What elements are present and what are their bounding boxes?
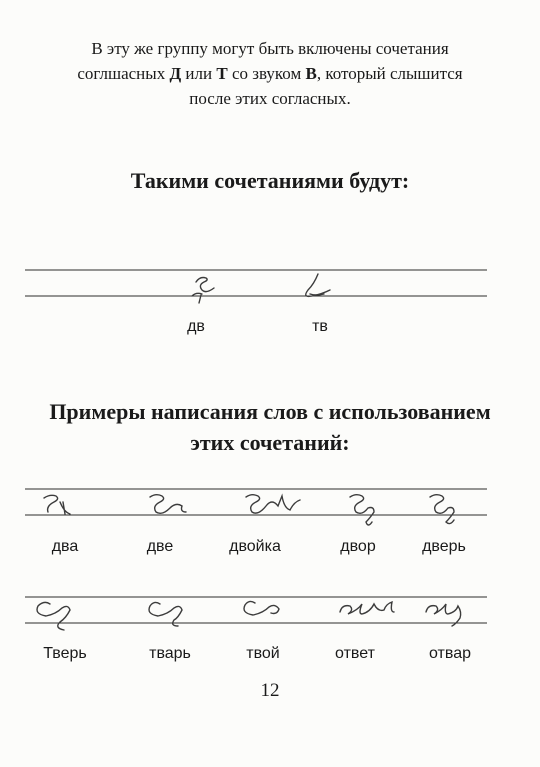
word-dvoika: двойка <box>229 538 281 555</box>
word-tvar: тварь <box>149 645 191 662</box>
letter-t: Т <box>216 64 228 83</box>
cursive-dver <box>430 495 454 524</box>
intro-text: соглшасных <box>77 64 170 83</box>
word-dva: два <box>51 538 79 555</box>
cursive-tvoi <box>244 601 279 615</box>
cursive-dv <box>192 278 214 304</box>
intro-line-1: В эту же группу могут быть включены сочетания <box>91 39 449 58</box>
cursive-tvar <box>149 602 182 626</box>
cursive-dvor <box>350 495 374 525</box>
word-tver: Тверь <box>43 645 87 662</box>
intro-line-3: после этих согласных. <box>189 89 351 108</box>
word-dver: дверь <box>422 538 466 555</box>
heading-examples-line-2: этих сочетаний: <box>190 430 350 455</box>
word-tvoi: твой <box>246 645 280 662</box>
word-dvor: двор <box>340 538 376 555</box>
word-otvet: ответ <box>335 645 375 662</box>
intro-text: или <box>181 64 217 83</box>
cursive-tv <box>306 274 330 296</box>
cursive-dvoika <box>246 495 300 513</box>
word-dve: две <box>146 538 174 555</box>
intro-text: со звуком <box>227 64 306 83</box>
letter-d: Д <box>169 64 182 83</box>
combo-label-tv: тв <box>312 318 328 335</box>
word-otvar: отвар <box>429 645 471 662</box>
cursive-dve <box>150 495 186 514</box>
cursive-tver <box>37 602 70 630</box>
heading-examples-line-1: Примеры написания слов с использованием <box>49 399 491 424</box>
cursive-dva <box>44 495 70 514</box>
page-number: 12 <box>260 680 280 701</box>
cursive-otvet <box>340 602 394 614</box>
intro-text: , который слышится <box>316 64 463 83</box>
heading-examples <box>0 396 540 458</box>
letter-v: В <box>305 64 317 83</box>
combo-label-dv: дв <box>187 318 205 335</box>
heading-combinations: Такими сочетаниями будут: <box>130 168 410 193</box>
